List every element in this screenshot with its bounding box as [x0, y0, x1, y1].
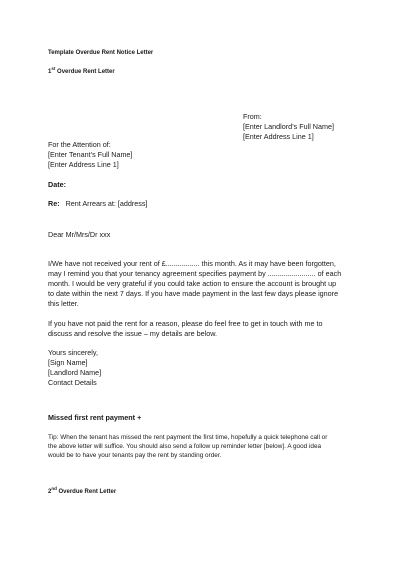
tip-line: would be to have your tenants pay the rent by standing order.: [48, 452, 222, 459]
tip-line: Tip: When the tenant has missed the rent payment the first time, hopefully a quick telephone call or: [48, 434, 328, 441]
missed-payment-heading: Missed first rent payment +: [48, 413, 142, 422]
heading-number: 2: [48, 489, 52, 495]
signoff-line: Yours sincerely,: [48, 348, 98, 357]
second-letter-heading: [48, 488, 116, 496]
re-line: [48, 199, 148, 209]
heading-ordinal-suffix: st: [51, 66, 56, 71]
paragraph-2: [48, 319, 323, 339]
attention-label: For the Attention of:: [48, 140, 111, 149]
landlord-name-signoff: [Landlord Name]: [48, 368, 102, 377]
attention-block: [48, 140, 132, 170]
paragraph-line: month. I would be very grateful if you could take action to ensure the account is brought up: [48, 279, 337, 288]
re-text: Rent Arrears at: [address]: [65, 199, 148, 208]
heading-text: Overdue Rent Letter: [55, 69, 115, 75]
heading-ordinal-suffix: nd: [51, 486, 57, 491]
salutation: Dear Mr/Mrs/Dr xxx: [48, 230, 111, 239]
landlord-name-placeholder: [Enter Landlord’s Full Name]: [243, 122, 334, 131]
paragraph-line: this letter.: [48, 299, 79, 308]
tip-block: [48, 433, 327, 460]
sign-name-placeholder: [Sign Name]: [48, 358, 88, 367]
tenant-name-placeholder: [Enter Tenant’s Full Name]: [48, 150, 133, 159]
date-label: Date:: [48, 180, 66, 189]
contact-details: Contact Details: [48, 378, 97, 387]
re-label: Re:: [48, 199, 60, 208]
first-letter-heading: [48, 68, 115, 76]
from-label: From:: [243, 112, 262, 121]
signoff-block: [48, 348, 101, 388]
from-block: [243, 112, 334, 142]
landlord-address-placeholder: [Enter Address Line 1]: [243, 132, 314, 141]
paragraph-line: to date within the next 7 days. If you have made payment in the last few days please ignore: [48, 289, 339, 298]
paragraph-line: If you have not paid the rent for a reason, please do feel free to get in touch with me to: [48, 319, 323, 328]
paragraph-line: may I remind you that your tenancy agreement specifies payment by ........................ of each: [48, 269, 342, 278]
heading-text: Overdue Rent Letter: [56, 489, 117, 495]
paragraph-line: discuss and resolve the issue – my details are below.: [48, 329, 217, 338]
template-title: Template Overdue Rent Notice Letter: [48, 50, 154, 56]
paragraph-1: [48, 259, 341, 309]
heading-number: 1: [48, 69, 52, 75]
tenant-address-placeholder: [Enter Address Line 1]: [48, 160, 119, 169]
tip-line: the above letter will suffice. You should also send a follow up reminder letter [below]. A good idea: [48, 443, 322, 450]
paragraph-line: I/We have not received your rent of £................. this month. As it may have been forgotten,: [48, 259, 336, 268]
